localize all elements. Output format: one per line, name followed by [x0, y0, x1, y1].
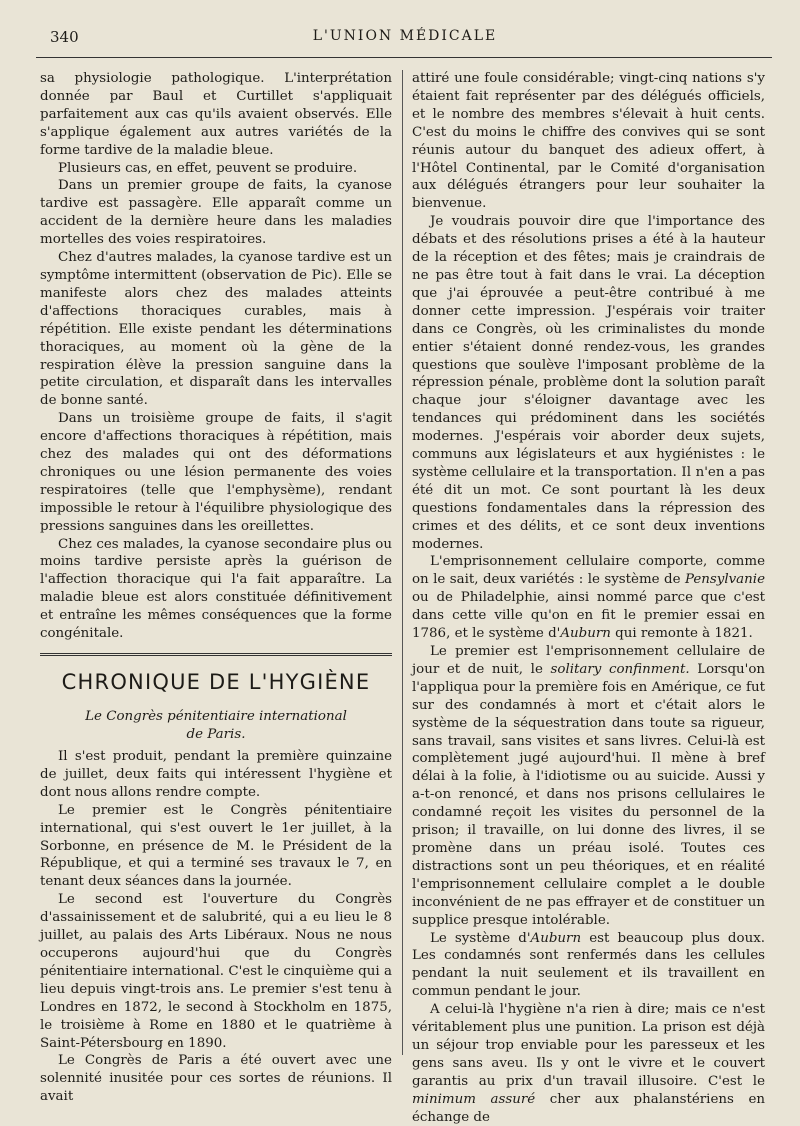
italic-term: Auburn: [530, 930, 582, 946]
text-run: Le premier est l'emprisonnement cellulaire de jour et de nuit, le: [412, 644, 765, 677]
paragraph: Le Congrès de Paris a été ouvert avec une solennité inusitée pour ces sortes de réunions. Il avait: [40, 1053, 392, 1105]
italic-term: Pensylvanie: [684, 572, 765, 588]
paragraph: [412, 643, 765, 930]
italic-term: solitary confinment.: [550, 661, 690, 677]
right-column: [412, 70, 765, 1126]
text-run: Lorsqu'on l'appliqua pour la première fois en Amérique, ce fut sur des condamnés à mort et c'était alors le système de la séquestration dans toute sa rigueur, sans travail, sans visites et sans livres. Celui-là est complètement jugé aujourd'hui. Il mène à bref délai à la folie, à l'idiotisme ou au suicide. Aussi y a-t-on renoncé, et dans nos prisons cellulaires le condamné reçoit les visites du personnel de la prison; il travaille, on lui donne des livres, il se promène dans un préau isolé. Toutes ces distractions sont un peu théoriques, et en réalité l'emprisonnement cellulaire complet a le double inconvénient de ne pas effrayer et de constituer un supplice presque intolérable.: [412, 661, 766, 928]
running-title: L'UNION MÉDICALE: [312, 28, 498, 44]
paragraph: Plusieurs cas, en effet, peuvent se produire.: [58, 160, 358, 176]
paragraph: Chez ces malades, la cyanose secondaire plus ou moins tardive persiste après la guérison de l'affection thoracique qui l'a fait apparaître. La maladie bleue est alors constituée définitivement et entraîne les mêmes conséquences que la forme congénitale.: [40, 536, 392, 642]
section-rule: [40, 653, 392, 656]
italic-term: Auburn: [560, 626, 611, 642]
paragraph: sa physiologie pathologique. L'interprétation donnée par Baul et Curtillet s'appliquait parfaitement aux cas qu'ils avaient observés. Elle s'applique également aux autres variétés de la forme tardive de la maladie bleue.: [40, 71, 392, 158]
article-title-line: de Paris.: [186, 727, 246, 742]
italic-term: minimum assuré: [412, 1091, 536, 1107]
column-divider: [402, 70, 403, 1055]
paragraph: [412, 553, 765, 643]
text-run: L'emprisonnement cellulaire comporte, comme on le sait, deux variétés : le système de: [412, 554, 765, 588]
text-run: est beaucoup plus doux. Les condamnés sont renfermés dans les cellules pendant la nuit seulement et ils travaillent en commun pendant le jour.: [412, 930, 765, 1000]
left-column: [40, 70, 392, 1106]
article-title: [40, 708, 392, 744]
paragraph: attiré une foule considérable; vingt-cinq nations s'y étaient fait représenter par des délégués officiels, et le nombre des membres s'élevait à huit cents. C'est du moins le chiffre des convives qui se sont réunis autour du banquet des adieux offert, à l'Hôtel Continental, par le Comité d'organisation aux délégués étrangers pour leur souhaiter la bienvenue.: [412, 71, 765, 212]
text-run: ou de Philadelphie, ainsi nommé parce que c'est dans cette ville qu'on en fit le premier essai en 1786, et le système d': [412, 590, 765, 642]
paragraph: Le second est l'ouverture du Congrès d'assainissement et de salubrité, qui a eu lieu le 8 juillet, au palais des Arts Libéraux. Nous ne nous occuperons aujourd'hui que du Congrès pénitentiaire international. C'est le cinquième qui a lieu depuis vingt-trois ans. Le premier s'est tenu à Londres en 1872, le second à Stockholm en 1875, le troisième à Rome en 1880 et le quatrième à Saint-Pétersbourg en 1890.: [40, 892, 392, 1051]
text-run: qui remonte à 1821.: [610, 626, 753, 642]
paragraph: Chez d'autres malades, la cyanose tardive est un symptôme intermittent (observation de Pic). Elle se manifeste alors chez des malades atteints d'affections thoraciques curables, mais à répétition. Elle existe pendant les déterminations thoraciques, au moment où la gène de la respiration élève la pression sanguine dans la petite circulation, et disparaît dans les intervalles de bonne santé.: [40, 250, 392, 409]
paragraph: [412, 930, 765, 1002]
text-run: A celui-là l'hygiène n'a rien à dire; mais ce n'est véritablement plus une punition. La prison est déjà un séjour trop enviable pour les paresseux et les gens sans aveu. Ils y ont le vivre et le couvert garantis au prix d'un travail illusoire. C'est le: [412, 1002, 765, 1089]
paragraph: Dans un troisième groupe de faits, il s'agit encore d'affections thoraciques à répétition, mais chez des malades qui ont des déformations chroniques ou une lésion permanente des voies respiratoires (telle que l'emphysème), rendant impossible le retour à l'équilibre physiologique des pressions sanguines dans les oreillettes.: [40, 411, 392, 534]
page-header: [40, 28, 770, 54]
header-rule: [36, 57, 772, 58]
text-run: cher aux phalanstériens en échange de: [412, 1091, 765, 1125]
paragraph: Le premier est le Congrès pénitentiaire international, qui s'est ouvert le 1er juillet, à la Sorbonne, en présence de M. le Président de la République, et qui a terminé ses travaux le 7, en tenant deux séances dans la journée.: [40, 802, 392, 890]
article-title-line: Le Congrès pénitentiaire international: [85, 709, 347, 724]
paragraph: [412, 1001, 765, 1126]
text-run: Le système d': [430, 930, 531, 946]
paragraph: Je voudrais pouvoir dire que l'importance des débats et des résolutions prises a été à la hauteur de la réception et des fêtes; mais je craindrais de ne pas être tout à fait dans le vrai. La déception que j'ai éprouvée a peut-être contribué à me donner cette impression. J'espérais voir traiter dans ce Congrès, où les criminalistes du monde entier s'étaient donné rendez-vous, les grandes questions que soulève l'imposant problème de la répression pénale, problème dont la solution paraît chaque jour s'éloigner davantage avec les tendances qui prédominent dans les sociétés modernes. J'espérais voir aborder deux sujets, communs aux législateurs et aux hygiénistes : le système cellulaire et la transportation. Il n'en a pas été dit un mot. Ce sont pourtant là les deux questions fondamentales dans la répression des crimes et des délits, et ce sont deux inventions modernes.: [412, 214, 765, 552]
paragraph: Il s'est produit, pendant la première quinzaine de juillet, deux faits qui intéressent l'hygiène et dont nous allons rendre compte.: [40, 749, 392, 800]
section-title: CHRONIQUE DE L'HYGIÈNE: [61, 670, 371, 694]
page-number: 340: [50, 28, 79, 46]
paragraph: Dans un premier groupe de faits, la cyanose tardive est passagère. Elle apparaît comme un accident de la dernière heure dans les maladies mortelles des voies respiratoires.: [40, 178, 392, 248]
